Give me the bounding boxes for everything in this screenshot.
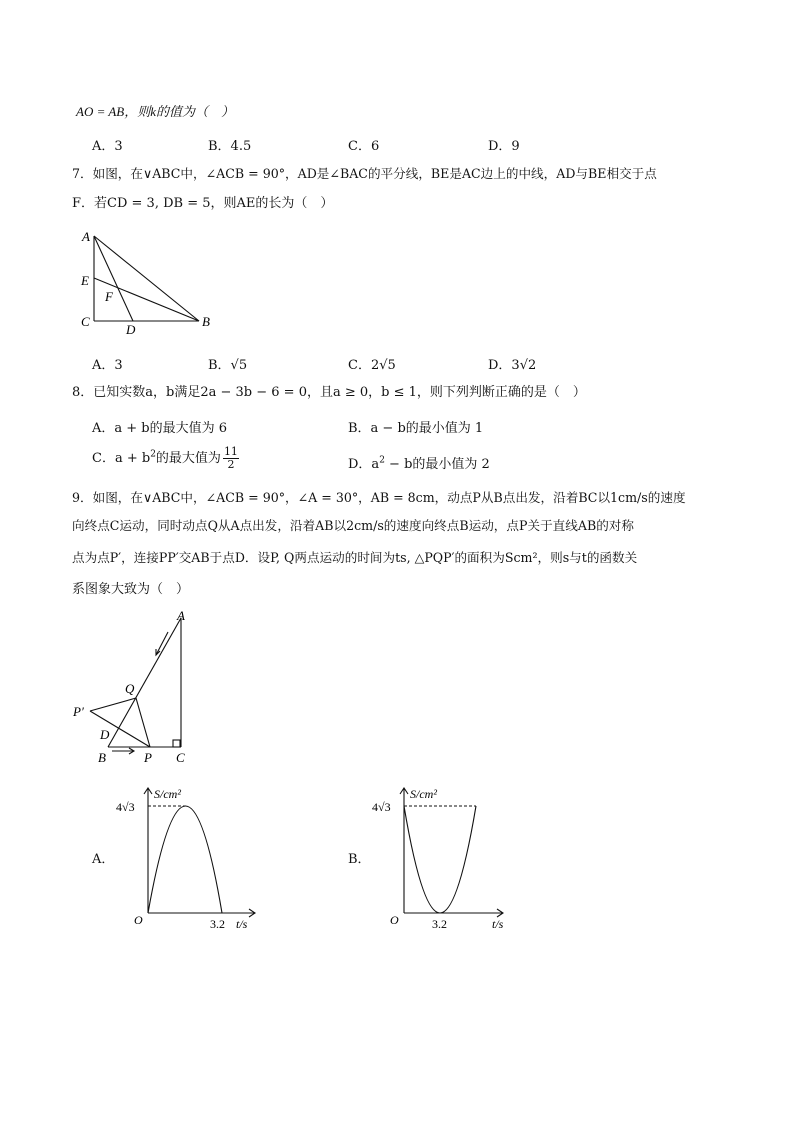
q9-label-p-prime: P′ xyxy=(73,704,84,719)
q9-graph-b-xend: 3.2 xyxy=(432,917,447,930)
q7-option-d: D．3√2 xyxy=(488,358,537,373)
q9-line3: 点为点P′，连接PP′交AB于点D．设P, Q两点运动的时间为ts, △PQP′的面积为Scm²，则s与t的函数关 xyxy=(72,550,638,565)
q8-option-c xyxy=(92,446,241,471)
q9-graph-a xyxy=(112,782,262,930)
q7-triangle-figure xyxy=(76,228,226,338)
q9-graph-a-xlabel: t/s xyxy=(236,917,248,930)
q7-segment-ad xyxy=(94,236,133,321)
q8-option-c-sup: 2 xyxy=(150,449,156,460)
q9-graph-b-ylabel: S/cm² xyxy=(410,787,437,801)
q9-label-q: Q xyxy=(125,681,135,696)
q9-graph-b-origin: O xyxy=(390,913,399,927)
q9-label-a: A xyxy=(177,608,185,623)
q8-line1: 8．已知实数a，b满足2a − 3b − 6 = 0，且a ≥ 0，b ≤ 1，则下列判断正确的是（ ） xyxy=(72,385,586,400)
q7-label-a: A xyxy=(82,229,90,244)
q9-graph-a-option: A． xyxy=(92,852,115,867)
q8-option-d-prefix: D．a xyxy=(348,457,380,472)
q9-graph-b-curve xyxy=(404,806,476,913)
q8-fraction-denominator: 2 xyxy=(227,458,235,471)
q7-label-b: B xyxy=(202,314,210,329)
q9-graph-b-xlabel: t/s xyxy=(492,917,504,930)
q8-option-b: B．a − b的最小值为 1 xyxy=(348,421,484,436)
q8-option-d-sup: 2 xyxy=(379,455,385,466)
q7-label-f: F xyxy=(105,289,113,304)
q9-label-d: D xyxy=(100,727,110,742)
q8-option-c-fraction xyxy=(223,446,239,471)
q7-label-e: E xyxy=(81,273,89,288)
q8-fraction-numerator: 11 xyxy=(223,445,238,458)
q7-line2: F．若CD = 3, DB = 5，则AE的长为（ ） xyxy=(72,196,334,211)
q9-graph-a-ylabel: S/cm² xyxy=(154,787,181,801)
q7-label-d: D xyxy=(126,322,136,337)
q9-graph-a-xend: 3.2 xyxy=(210,917,225,930)
q8-option-a: A．a + b的最大值为 6 xyxy=(92,421,228,436)
q6-option-b: B．4.5 xyxy=(208,139,252,154)
q9-label-b: B xyxy=(98,750,106,765)
q7-label-c: C xyxy=(81,314,90,329)
q7-side-ab xyxy=(94,236,199,321)
q7-option-b: B．√5 xyxy=(208,358,248,373)
q8-option-d xyxy=(348,453,490,472)
q9-line2: 向终点C运动，同时动点Q从A点出发，沿着AB以2cm/s的速度向终点B运动，点P关于直线AB的对称 xyxy=(72,518,634,533)
q7-line1: 7．如图，在∨ABC中，∠ACB = 90°，AD是∠BAC的平分线，BE是AC边上的中线，AD与BE相交于点 xyxy=(72,166,657,181)
q6-option-a: A．3 xyxy=(92,139,123,154)
q9-line4: 系图象大致为（ ） xyxy=(72,582,190,597)
q9-right-angle-mark xyxy=(173,740,180,747)
q9-graph-a-ymax: 4√3 xyxy=(116,800,135,814)
q8-option-c-mid: 的最大值为 xyxy=(155,451,221,466)
q9-graph-a-origin: O xyxy=(134,913,143,927)
q6-option-d: D．9 xyxy=(488,139,520,154)
q9-graph-b xyxy=(368,782,518,930)
q9-graph-b-option: B． xyxy=(348,852,371,867)
q9-label-c: C xyxy=(176,750,185,765)
q9-triangle-figure xyxy=(70,608,200,768)
q9-graph-a-curve xyxy=(148,806,222,913)
q8-option-d-suffix: − b的最小值为 2 xyxy=(384,457,490,472)
q9-label-p: P xyxy=(144,750,152,765)
q8-option-c-prefix: C．a + b xyxy=(92,451,151,466)
q9-graph-b-ymax: 4√3 xyxy=(372,800,391,814)
q9-line1: 9．如图，在∨ABC中，∠ACB = 90°，∠A = 30°，AB = 8cm，动点P从B点出发，沿着BC以1cm/s的速度 xyxy=(72,490,686,505)
q6-option-c: C．6 xyxy=(348,139,380,154)
q7-option-a: A．3 xyxy=(92,358,123,373)
q7-option-c: C．2√5 xyxy=(348,358,396,373)
q6-line: AO = AB，则k的值为（ ） xyxy=(76,104,235,119)
